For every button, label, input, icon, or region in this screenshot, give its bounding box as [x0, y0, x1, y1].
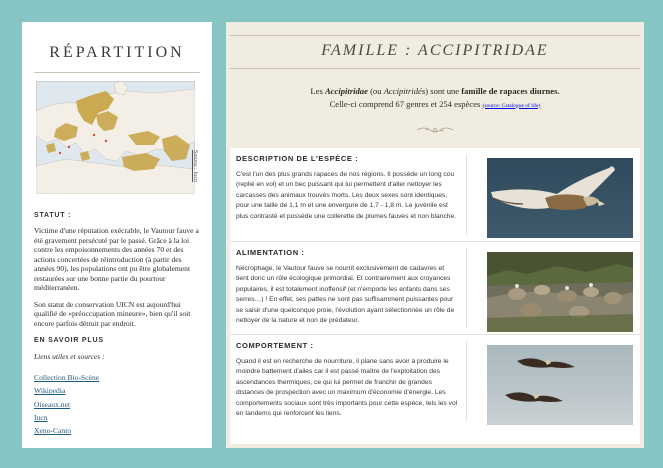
repartition-title: RÉPARTITION	[49, 44, 185, 61]
intro-line-1: Les Accipitridae (ou Accipitridés) sont une famille de rapaces diurnes.	[310, 86, 560, 96]
link-wikipedia[interactable]: Wikipedia	[34, 386, 66, 396]
alimentation-body: Nécrophage, le Vautour fauve se nourrit exclusivement de cadavres et tient donc un rôle écologique primordial. Et contrairement aux croyances populaires, il est totalement inoffensif (et n'emporte les enfants dans ses serres…) ! En effet, ses pattes ne sont pas suffisamment puissantes pour se saisir d'une quelconque proie, l'évolution ayant sélectionnée un rôle de nettoyer de la nature et non de prédateur.	[236, 265, 455, 325]
title-rule-bottom	[230, 68, 640, 69]
title-divider	[34, 72, 200, 73]
catalogue-source-link[interactable]: (source: Catalogue of life)	[482, 102, 541, 109]
vulture-flying-photo	[487, 158, 633, 238]
distribution-map-image	[36, 81, 195, 194]
vultures-feeding-photo	[487, 252, 633, 332]
description-heading: DESCRIPTION DE L'ESPÈCE :	[236, 154, 359, 163]
link-xeno-canto[interactable]: Xeno-Canto	[34, 426, 72, 436]
statut-heading: STATUT :	[34, 212, 72, 219]
repartition-card	[22, 22, 212, 448]
description-body: C'est l'un des plus grands rapaces de nos régions. Il possède un long cou (replié en vol) et un bec puissant qui lui permettent d'aller nettoyer les carcasses des animaux trouvés morts. Les deux sexes sont identiques, pour une taille de 1,1 m et une envergure de 1,7 - 1,8 m. Le juvénile est plus contrasté et possède une collerette de plumes fauves et non blanche.	[236, 171, 457, 220]
intro-line-2: Celle-ci comprend 67 genres et 254 espèces (source: Catalogue of life)	[329, 98, 541, 109]
famille-panel	[226, 22, 644, 448]
liens-subtitle: Liens utiles et sources :	[34, 352, 105, 361]
species-sections	[230, 148, 640, 444]
famille-intro	[226, 85, 644, 112]
vultures-tandem-photo	[487, 345, 633, 425]
distribution-map	[36, 81, 195, 194]
title-rule-top	[230, 35, 640, 36]
section-comportement	[230, 334, 640, 427]
section-alimentation	[230, 241, 640, 334]
section-divider	[466, 341, 467, 421]
alimentation-heading: ALIMENTATION :	[236, 248, 305, 257]
comportement-body: Quand il est en recherche de nourriture, il plane sans avoir à produire le moindre battement d'ailes car il est passé maître de l'exploitation des ascendances thermiques, ce qui lui permet de franchir de grandes distances de prospection avec un maximum d'économie d'énergie. Les comportements sociaux sont très importants pour cette espèce, tels les vol en tandems qui renforcent les liens.	[236, 358, 458, 418]
section-divider	[466, 248, 467, 328]
link-oiseaux-net[interactable]: Oiseaux.net	[34, 399, 71, 409]
savoir-plus-heading: EN SAVOIR PLUS	[34, 337, 104, 344]
link-iucn[interactable]: Iucn	[34, 412, 48, 422]
map-source[interactable]	[188, 150, 200, 190]
statut-paragraph-2: Son statut de conservation UICN est aujourd'hui qualifié de «préoccupation mineure», bien qu'il soit encore parfois détruit par endroit.	[34, 299, 191, 328]
statut-paragraph-1: Victime d'une réputation exécrable, le Vautour fauve a été gravement persécuté par le passé. Grâce à la loi contre les empoisonnements des années 70 et des actions concertées de réintroduction (à partir des années 90), les populations ont pu être globalement restaurées sur une bonne partie du pourtour méditerranéen.	[34, 226, 199, 292]
ornament-icon	[416, 125, 454, 135]
link-bio-scene[interactable]: Collection Bio-Scène	[34, 373, 100, 382]
famille-title: FAMILLE : ACCIPITRIDAE	[321, 42, 549, 59]
section-description	[230, 148, 640, 241]
map-source-link[interactable]: Source : Iucn	[192, 150, 198, 182]
section-divider	[466, 154, 467, 235]
comportement-heading: COMPORTEMENT :	[236, 341, 314, 350]
